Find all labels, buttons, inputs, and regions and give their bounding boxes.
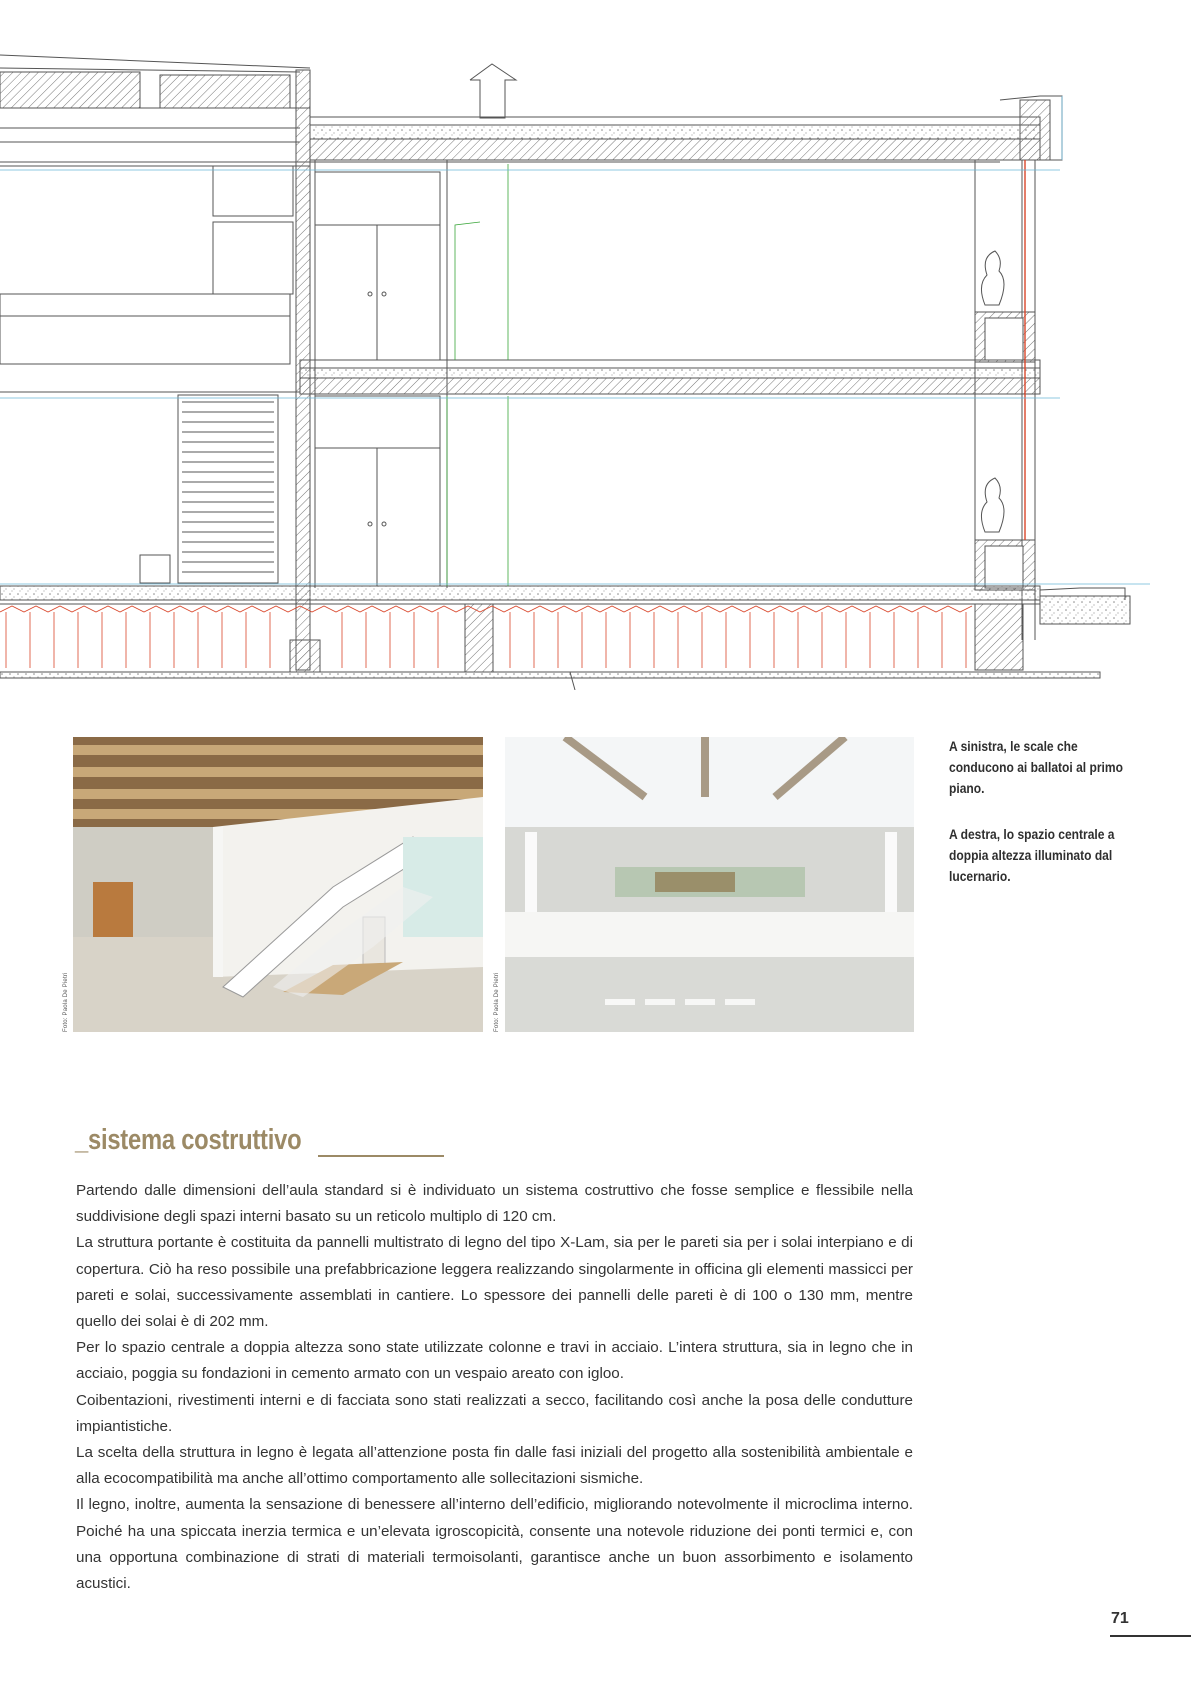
photo-credit-left: Foto: Paola De Pietri [63,972,69,1032]
central-space-photo-image [505,737,914,1032]
paragraph: Il legno, inoltre, aumenta la sensazione di benessere all’interno dell’edificio, migliorando notevolmente il microclima interno. Poiché ha una spiccata inerzia termica e un’elevata igroscopicità, consente una notevole riduzione dei ponti termici e, con una opportuna combinazione di strati di materiali termoisolanti, garantisce anche un buon assorbimento e isolamento acustici. [76,1496,913,1593]
caption-left-photo: A sinistra, le scale che conducono ai ballatoi al primo piano. [949,738,1123,796]
page-number-rule [1110,1635,1191,1637]
photo-credit-right: Foto: Paola De Pietri [494,972,500,1032]
paragraph: Coibentazioni, rivestimenti interni e di facciata sono stati realizzati a secco, facilitando così anche la posa delle condutture impiantistiche. [76,1391,913,1435]
stairs-photo-image [73,737,483,1032]
page-number: 71 [1111,1610,1129,1627]
paragraph: La struttura portante è costituita da pannelli multistrato di legno del tipo X-Lam, sia per le pareti sia per i solai interpiano e di copertura. Ciò ha reso possibile una prefabbricazione leggera realizzando singolarmente in officina gli elementi massicci per pareti e solai, successivamente assemblati in cantiere. Lo spessore dei pannelli delle pareti è di 100 o 130 mm, mentre quello dei solai è di 202 mm. [76,1234,913,1331]
heading-rule [318,1155,444,1157]
caption-right-photo: A destra, lo spazio centrale a doppia altezza illuminato dal lucernario. [949,826,1115,884]
paragraph: Per lo spazio centrale a doppia altezza sono state utilizzate colonne e travi in acciaio. L’intera struttura, sia in legno che in acciaio, poggia su fondazioni in cemento armato con un vespaio areato con igloo. [76,1339,913,1383]
body-text [76,1178,913,1597]
building-section-drawing [0,40,1191,690]
paragraph: Partendo dalle dimensioni dell’aula standard si è individuato un sistema costruttivo che fosse semplice e flessibile nella suddivisione degli spazi interni basato su un reticolo multiplo di 120 cm. [76,1182,913,1226]
paragraph: La scelta della struttura in legno è legata all’attenzione posta fin dalle fasi iniziali del progetto alla sostenibilità ambientale e alla ecocompatibilità ma anche all’ottimo comportamento alle sollecitazioni sismiche. [76,1444,913,1488]
photo-central-space [505,737,914,1032]
section-heading: _sistema costruttivo [75,1124,302,1156]
photo-stairs [73,737,483,1032]
